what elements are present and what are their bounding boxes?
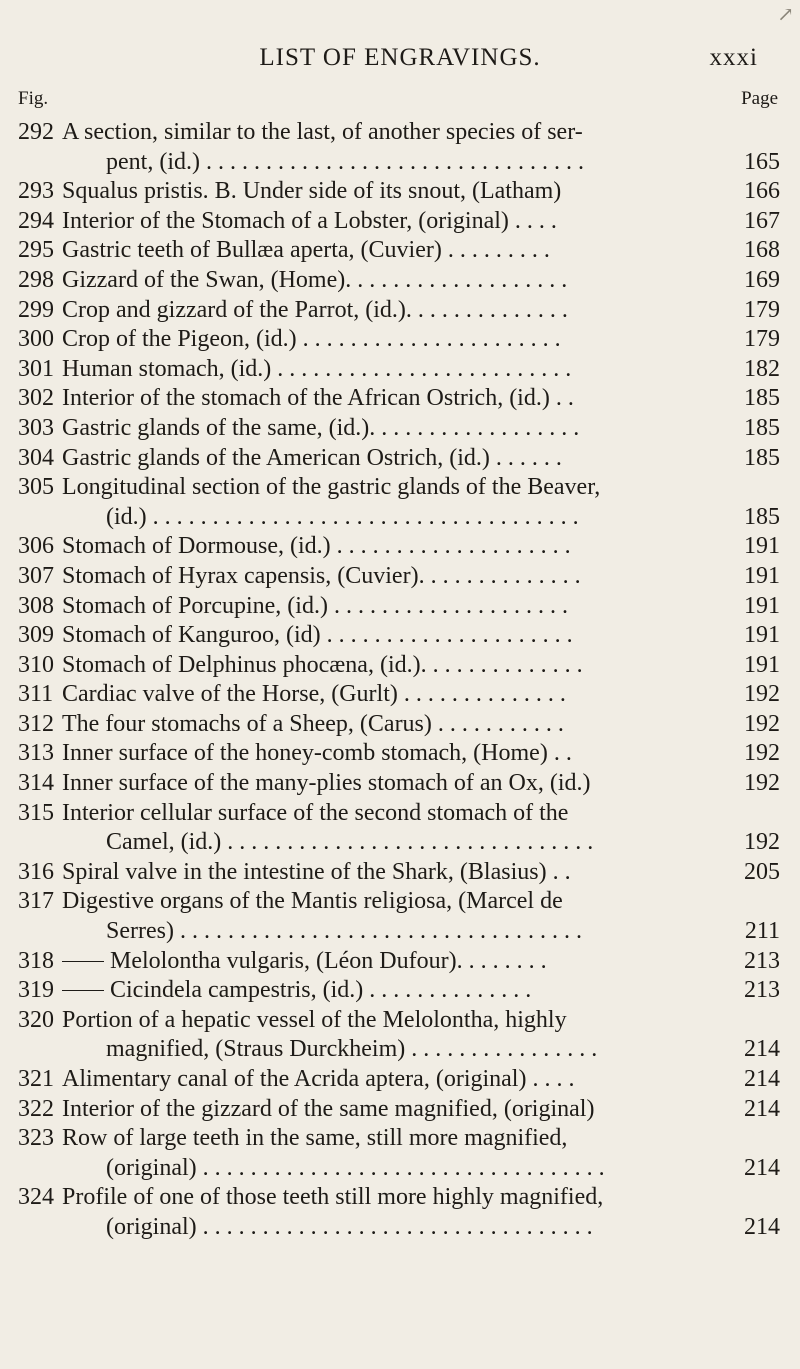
list-item bbox=[0, 887, 800, 917]
figure-number: 322 bbox=[18, 1095, 54, 1122]
entry-caption: Gastric teeth of Bullæa aperta, (Cuvier) . . . . . . . . . bbox=[62, 237, 550, 264]
entry-caption: Crop of the Pigeon, (id.) . . . . . . . . . . . . . . . . . . . . . . bbox=[62, 326, 561, 353]
page-number: 191 bbox=[744, 622, 780, 649]
page-number: 191 bbox=[744, 592, 780, 619]
entry-caption: Serres) . . . . . . . . . . . . . . . . . . . . . . . . . . . . . . . . . . bbox=[106, 918, 582, 945]
figure-number: 324 bbox=[18, 1184, 54, 1211]
page-number: 191 bbox=[744, 533, 780, 560]
list-item bbox=[0, 1035, 800, 1065]
figure-number: 323 bbox=[18, 1125, 54, 1152]
entry-caption: Spiral valve in the intestine of the Shark, (Blasius) . . bbox=[62, 858, 571, 885]
figure-number: 315 bbox=[18, 799, 54, 826]
page-header bbox=[0, 44, 800, 74]
page-number: 191 bbox=[744, 651, 780, 678]
entry-caption: Cardiac valve of the Horse, (Gurlt) . . . . . . . . . . . . . . bbox=[62, 681, 566, 708]
page-number: 211 bbox=[744, 918, 780, 945]
figure-number: 321 bbox=[18, 1066, 54, 1092]
list-item bbox=[0, 651, 800, 681]
list-item bbox=[0, 947, 800, 977]
page-number: 214 bbox=[744, 1213, 780, 1240]
page-number: 185 bbox=[744, 385, 780, 412]
page-number: 185 bbox=[744, 503, 780, 530]
page-number: 182 bbox=[744, 355, 780, 382]
list-item bbox=[0, 1065, 800, 1095]
entry-caption: pent, (id.) . . . . . . . . . . . . . . . . . . . . . . . . . . . . . . . . bbox=[106, 148, 584, 175]
entry-caption: Stomach of Kanguroo, (id) . . . . . . . . . . . . . . . . . . . . . bbox=[62, 622, 573, 649]
entry-caption: Inner surface of the many-plies stomach of an Ox, (id.) bbox=[62, 770, 591, 797]
list-item bbox=[0, 769, 800, 799]
figure-number: 307 bbox=[18, 562, 54, 589]
list-item bbox=[0, 503, 800, 533]
ditto-rule bbox=[62, 961, 104, 962]
list-item bbox=[0, 917, 800, 947]
figure-number: 311 bbox=[18, 681, 54, 708]
entry-caption: Stomach of Hyrax capensis, (Cuvier). . . . . . . . . . . . . . bbox=[62, 562, 581, 589]
figure-number: 292 bbox=[18, 119, 54, 145]
page-number: 185 bbox=[744, 414, 780, 441]
figure-number: 309 bbox=[18, 622, 54, 649]
page-number: 179 bbox=[744, 326, 780, 353]
entry-caption: Cicindela campestris, (id.) . . . . . . . . . . . . . . bbox=[110, 977, 532, 1004]
entry-caption: Camel, (id.) . . . . . . . . . . . . . . . . . . . . . . . . . . . . . . . bbox=[106, 829, 594, 856]
entry-caption: (original) . . . . . . . . . . . . . . . . . . . . . . . . . . . . . . . . . . bbox=[106, 1154, 605, 1181]
figure-number: 302 bbox=[18, 385, 54, 412]
list-item bbox=[0, 177, 800, 207]
entry-caption: (original) . . . . . . . . . . . . . . . . . . . . . . . . . . . . . . . . . bbox=[106, 1213, 593, 1240]
entry-caption: Interior of the Stomach of a Lobster, (original) . . . . bbox=[62, 207, 557, 234]
entry-caption: Portion of a hepatic vessel of the Melolontha, highly bbox=[62, 1006, 567, 1033]
list-item bbox=[0, 1213, 800, 1243]
list-item bbox=[0, 680, 800, 710]
engravings-list bbox=[0, 118, 800, 1243]
figure-number: 317 bbox=[18, 888, 54, 915]
entry-caption: Interior of the stomach of the African Ostrich, (id.) . . bbox=[62, 385, 574, 412]
list-item bbox=[0, 562, 800, 592]
entry-caption: magnified, (Straus Durckheim) . . . . . . . . . . . . . . . . bbox=[106, 1036, 598, 1063]
entry-caption: Alimentary canal of the Acrida aptera, (original) . . . . bbox=[62, 1066, 575, 1092]
entry-caption: Stomach of Delphinus phocæna, (id.). . . . . . . . . . . . . . bbox=[62, 651, 583, 678]
page-number: 192 bbox=[744, 770, 780, 797]
figure-number: 319 bbox=[18, 977, 54, 1004]
page-number: 192 bbox=[744, 681, 780, 708]
list-item bbox=[0, 1006, 800, 1036]
page-corner-mark: ↗ bbox=[777, 4, 794, 26]
list-item bbox=[0, 473, 800, 503]
list-item bbox=[0, 207, 800, 237]
entry-caption: Profile of one of those teeth still more highly magnified, bbox=[62, 1184, 604, 1211]
list-item bbox=[0, 799, 800, 829]
page-number: 179 bbox=[744, 296, 780, 323]
figure-number: 304 bbox=[18, 444, 54, 471]
figure-number: 294 bbox=[18, 207, 54, 234]
list-item bbox=[0, 828, 800, 858]
entry-caption: Inner surface of the honey-comb stomach, (Home) . . bbox=[62, 740, 572, 767]
list-item bbox=[0, 976, 800, 1006]
figure-number: 293 bbox=[18, 178, 54, 205]
figure-number: 298 bbox=[18, 266, 54, 293]
list-item bbox=[0, 532, 800, 562]
list-item bbox=[0, 296, 800, 326]
ditto-rule bbox=[62, 990, 104, 991]
figure-number: 306 bbox=[18, 533, 54, 560]
entry-caption: The four stomachs of a Sheep, (Carus) . . . . . . . . . . . bbox=[62, 710, 564, 737]
figure-number: 305 bbox=[18, 474, 54, 501]
entry-caption: Stomach of Dormouse, (id.) . . . . . . . . . . . . . . . . . . . . bbox=[62, 533, 571, 560]
page-number: 214 bbox=[744, 1095, 780, 1122]
list-item bbox=[0, 1183, 800, 1213]
page-folio: xxxi bbox=[709, 44, 758, 71]
entry-caption: Stomach of Porcupine, (id.) . . . . . . . . . . . . . . . . . . . . bbox=[62, 592, 568, 619]
entry-caption: Melolontha vulgaris, (Léon Dufour). . . . . . . . bbox=[110, 947, 547, 974]
entry-caption: Row of large teeth in the same, still more magnified, bbox=[62, 1125, 568, 1152]
page-number: 185 bbox=[744, 444, 780, 471]
list-item bbox=[0, 384, 800, 414]
list-item bbox=[0, 236, 800, 266]
list-item bbox=[0, 592, 800, 622]
page-number: 214 bbox=[744, 1154, 780, 1181]
entry-caption: A section, similar to the last, of another species of ser- bbox=[62, 119, 583, 145]
page-number: 191 bbox=[744, 562, 780, 589]
list-item bbox=[0, 621, 800, 651]
figure-number: 320 bbox=[18, 1006, 54, 1033]
entry-caption: (id.) . . . . . . . . . . . . . . . . . . . . . . . . . . . . . . . . . . . . bbox=[106, 503, 579, 530]
list-item bbox=[0, 1154, 800, 1184]
fig-column-heading: Fig. bbox=[18, 88, 49, 109]
figure-number: 299 bbox=[18, 296, 54, 323]
page-number: 213 bbox=[744, 977, 780, 1004]
page-column-heading: Page bbox=[741, 88, 778, 109]
figure-number: 308 bbox=[18, 592, 54, 619]
entry-caption: Squalus pristis. B. Under side of its snout, (Latham) bbox=[62, 178, 562, 205]
page-number: 214 bbox=[744, 1036, 780, 1063]
list-item bbox=[0, 1095, 800, 1125]
figure-number: 313 bbox=[18, 740, 54, 767]
list-item bbox=[0, 118, 800, 148]
entry-caption: Longitudinal section of the gastric glands of the Beaver, bbox=[62, 474, 601, 501]
entry-caption: Gizzard of the Swan, (Home). . . . . . . . . . . . . . . . . . . bbox=[62, 266, 568, 293]
page-number: 205 bbox=[744, 858, 780, 885]
entry-caption: Gastric glands of the American Ostrich, (id.) . . . . . . bbox=[62, 444, 562, 471]
page-number: 169 bbox=[744, 266, 780, 293]
page-number: 166 bbox=[744, 178, 780, 205]
entry-caption: Interior cellular surface of the second stomach of the bbox=[62, 799, 569, 826]
list-item bbox=[0, 444, 800, 474]
entry-caption: Crop and gizzard of the Parrot, (id.). . . . . . . . . . . . . . bbox=[62, 296, 568, 323]
page-number: 192 bbox=[744, 740, 780, 767]
figure-number: 300 bbox=[18, 326, 54, 353]
page-number: 192 bbox=[744, 710, 780, 737]
entry-caption: Human stomach, (id.) . . . . . . . . . . . . . . . . . . . . . . . . . bbox=[62, 355, 572, 382]
list-item bbox=[0, 710, 800, 740]
page-number: 192 bbox=[744, 829, 780, 856]
list-item bbox=[0, 1124, 800, 1154]
list-item bbox=[0, 355, 800, 385]
list-item bbox=[0, 325, 800, 355]
entry-caption: Digestive organs of the Mantis religiosa, (Marcel de bbox=[62, 888, 563, 915]
page-number: 168 bbox=[744, 237, 780, 264]
page-number: 165 bbox=[744, 148, 780, 175]
page-number: 213 bbox=[744, 947, 780, 974]
figure-number: 295 bbox=[18, 237, 54, 264]
page-number: 167 bbox=[744, 207, 780, 234]
figure-number: 318 bbox=[18, 947, 54, 974]
list-item bbox=[0, 858, 800, 888]
figure-number: 303 bbox=[18, 414, 54, 441]
figure-number: 316 bbox=[18, 858, 54, 885]
running-title: LIST OF ENGRAVINGS. bbox=[259, 44, 541, 71]
page-number: 214 bbox=[744, 1066, 780, 1092]
entry-caption: Gastric glands of the same, (id.). . . . . . . . . . . . . . . . . . bbox=[62, 414, 580, 441]
list-item bbox=[0, 148, 800, 178]
figure-number: 310 bbox=[18, 651, 54, 678]
figure-number: 301 bbox=[18, 355, 54, 382]
list-item bbox=[0, 739, 800, 769]
list-item bbox=[0, 414, 800, 444]
list-item bbox=[0, 266, 800, 296]
figure-number: 314 bbox=[18, 770, 54, 797]
figure-number: 312 bbox=[18, 710, 54, 737]
entry-caption: Interior of the gizzard of the same magnified, (original) bbox=[62, 1095, 595, 1122]
